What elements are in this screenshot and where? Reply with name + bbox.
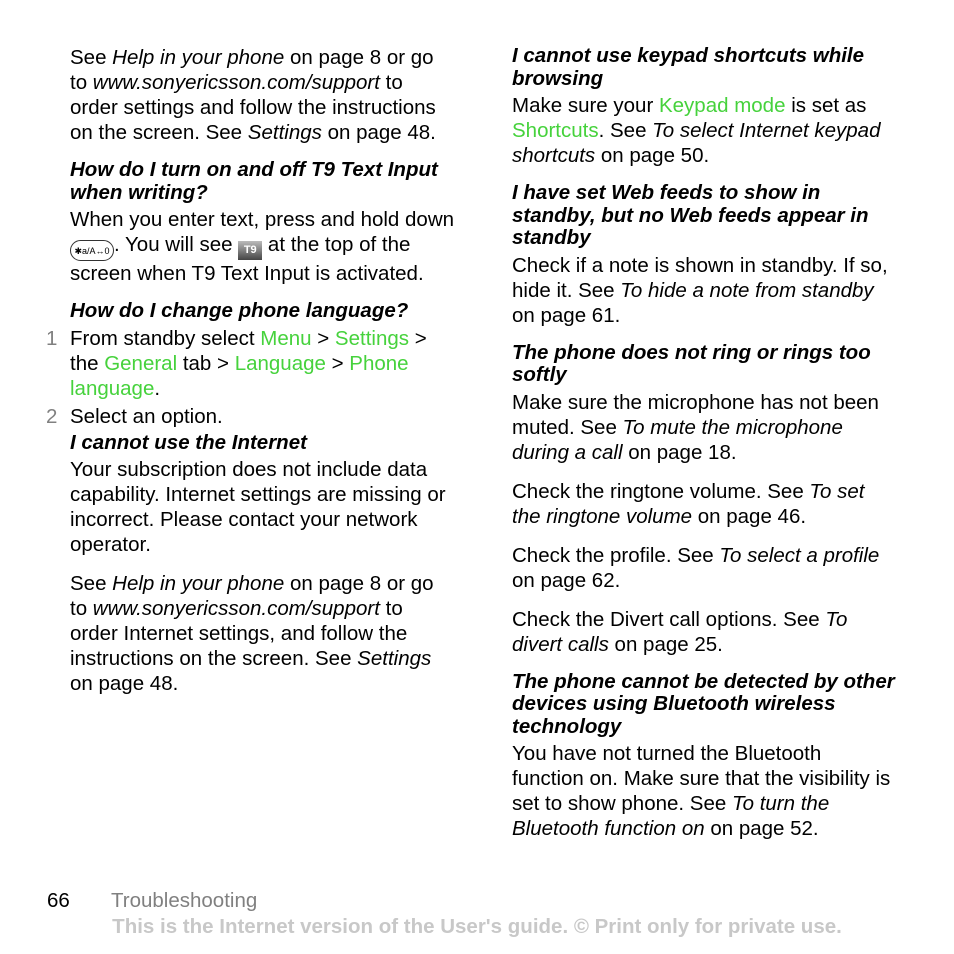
paragraph-divert: Check the Divert call options. See To divert calls on page 25. <box>512 607 848 656</box>
keypad-mode-link: Keypad mode <box>658 94 786 117</box>
reference: To mute the microphone during a call <box>512 415 843 464</box>
heading-ring: The phone does not ring or rings too softly <box>512 340 871 386</box>
paragraph-ringtone: Check the ringtone volume. See To set the ringtone volume on page 46. <box>512 479 865 528</box>
support-url: www.sonyericsson.com/support <box>92 597 380 620</box>
paragraph-t9: When you enter text, press and hold down ✱a/A↔0 . You will see T9 at the top of the screen when T9 Text Input is activated. <box>70 208 455 285</box>
heading-web-feeds: I have set Web feeds to show in standby, but no Web feeds appear in standby <box>512 181 869 249</box>
paragraph-microphone: Make sure the microphone has not been muted. See To mute the microphone during a call on page 18. <box>512 390 879 464</box>
paragraph-internet-settings: See Help in your phone on page 8 or go to www.sonyericsson.com/support to order Internet settings, and follow the instructions on the screen. See Settings on page 48. <box>70 572 434 695</box>
reference: To divert calls <box>512 607 848 656</box>
heading-keypad-shortcuts: I cannot use keypad shortcuts while browsing <box>512 44 865 90</box>
reference-settings: Settings <box>247 121 322 144</box>
language-link: Language <box>234 351 326 375</box>
reference: To select Internet keypad shortcuts <box>512 119 881 167</box>
reference: To turn the Bluetooth function on <box>512 792 830 840</box>
heading-language: How do I change phone language? <box>70 299 409 322</box>
step-number: 1 <box>46 326 58 350</box>
page-number: 66 <box>47 889 70 912</box>
reference: To hide a note from standby <box>620 278 874 302</box>
step-number: 2 <box>46 404 58 428</box>
step-1: 1 From standby select Menu > Settings > the General tab > Language > Phone language. <box>46 326 427 400</box>
settings-link: Settings <box>334 326 409 350</box>
reference-help: Help in your phone <box>112 46 285 69</box>
reference-help: Help in your phone <box>112 572 285 595</box>
left-column <box>46 45 455 710</box>
support-url: www.sonyericsson.com/support <box>92 71 380 94</box>
heading-t9: How do I turn on and off T9 Text Input when writing? <box>70 158 438 204</box>
right-column <box>512 45 897 855</box>
section-title: Troubleshooting <box>111 889 258 912</box>
paragraph-internet: Your subscription does not include data capability. Internet settings are missing or incorrect. Please contact your network operator. <box>70 458 446 556</box>
reference-settings: Settings <box>357 647 432 670</box>
paragraph-web-feeds: Check if a note is shown in standby. If so, hide it. See To hide a note from standby on page 61. <box>512 253 888 327</box>
t9-icon: T9 <box>238 241 262 260</box>
paragraph-keypad: Make sure your Keypad mode is set as Shortcuts. See To select Internet keypad shortcuts on page 50. <box>512 94 881 167</box>
paragraph-profile: Check the profile. See To select a profile on page 62. <box>512 543 880 592</box>
heading-internet: I cannot use the Internet <box>70 430 307 454</box>
reference: To select a profile <box>719 543 880 567</box>
step-2: 2 Select an option. <box>46 404 223 428</box>
shortcuts-link: Shortcuts <box>512 119 599 142</box>
star-key-icon: ✱a/A↔0 <box>70 240 114 261</box>
internet-version-notice: This is the Internet version of the User's guide. © Print only for private use. <box>112 915 842 938</box>
paragraph-bluetooth: You have not turned the Bluetooth function on. Make sure that the visibility is set to show phone. See To turn the Bluetooth function on on page 52. <box>512 742 891 840</box>
general-link: General <box>104 351 178 375</box>
phone-language-link: Phone language <box>70 351 409 400</box>
reference: To set the ringtone volume <box>512 479 865 528</box>
menu-link: Menu <box>260 326 312 350</box>
heading-bluetooth: The phone cannot be detected by other devices using Bluetooth wireless technology <box>512 669 895 738</box>
paragraph-help-settings: See Help in your phone on page 8 or go to www.sonyericsson.com/support to order settings and follow the instructions on the screen. See Settings on page 48. <box>70 46 436 144</box>
